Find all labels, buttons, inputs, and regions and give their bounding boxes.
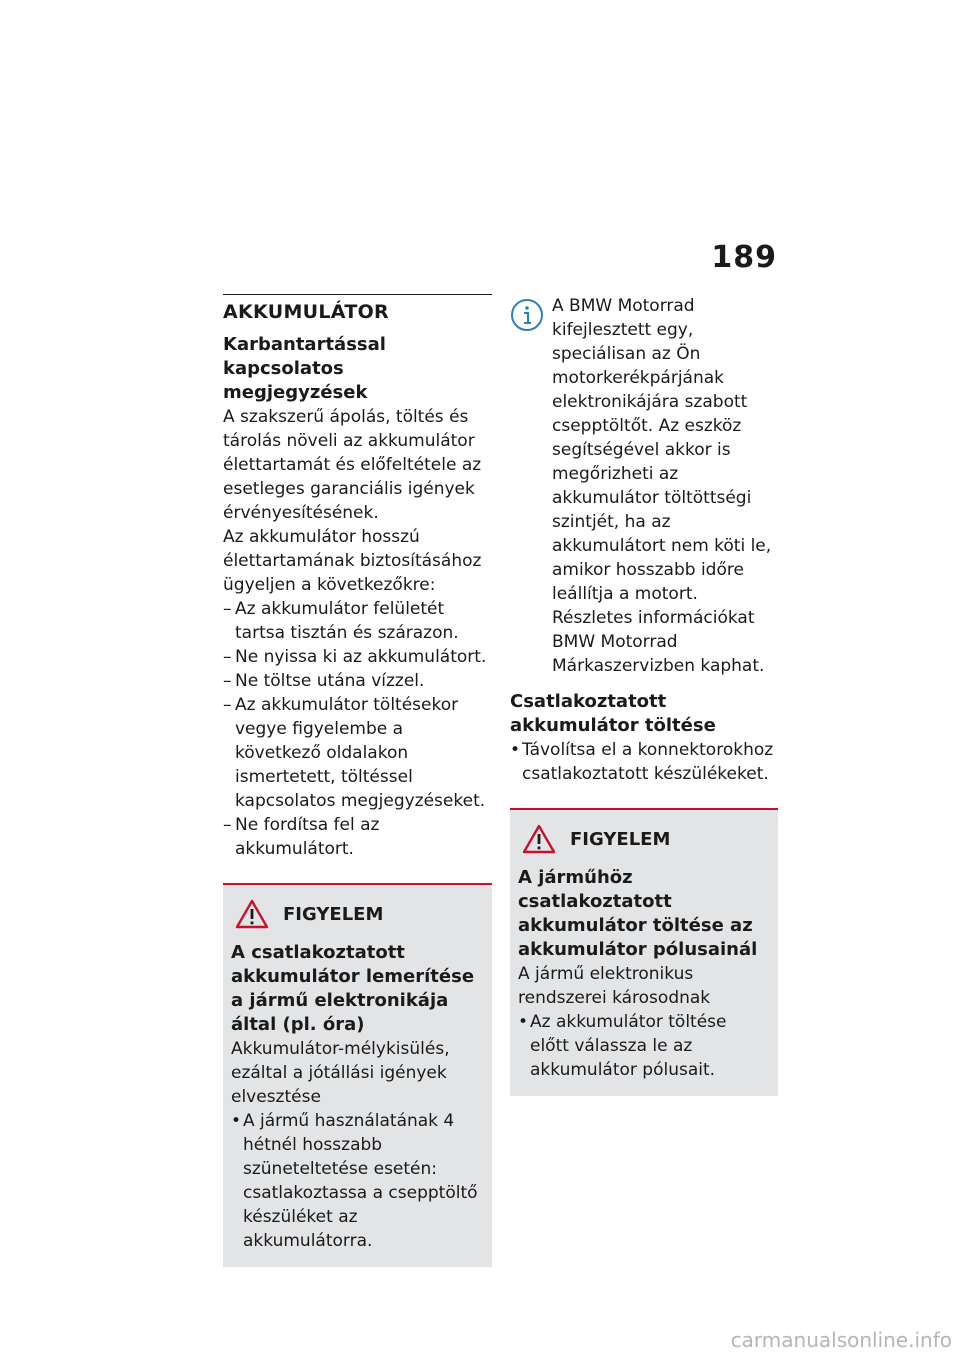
maintenance-subheading: Karbantartással kapcsolatos megjegyzések bbox=[223, 334, 386, 403]
warning-text: A jármű elektronikus rendszerei károsodnak bbox=[518, 964, 711, 1008]
list-item: – Az akkumulátor felületét tartsa tisztán és szárazon. bbox=[223, 597, 492, 645]
warning-header bbox=[231, 899, 484, 929]
care-list bbox=[223, 597, 492, 861]
info-text: A BMW Motorrad kifejlesztett egy, speciálisan az Ön motorkerékpárjának elektronikájára szabott csepptöltőt. Az eszköz segítségével akkor is megőrizheti az akkumulátor töltöttségi szintjét, ha az akkumulátort nem köti le, amikor hosszabb időre leállítja a motort. Részletes információkat BMW Motorrad Márkaszervizben kaphat. bbox=[552, 296, 772, 676]
warning-header bbox=[518, 824, 770, 854]
list-item: • Távolítsa el a konnektorokhoz csatlakoztatott készülékeket. bbox=[510, 738, 778, 786]
page-number: 189 bbox=[711, 240, 777, 275]
list-item: – Az akkumulátor töltésekor vegye figyelembe a következő oldalakon ismertetett, töltéssel kapcsolatos megjegyzéseket. bbox=[223, 693, 492, 813]
maintenance-paragraph: A szakszerű ápolás, töltés és tárolás növeli az akkumulátor élettartamát és előfeltétele az esetleges garanciális igények érvényesítésének. bbox=[223, 407, 482, 523]
list-item: – Ne nyissa ki az akkumulátort. bbox=[223, 645, 492, 669]
section-title: AKKUMULÁTOR bbox=[223, 301, 389, 323]
warning-triangle-icon bbox=[522, 824, 556, 854]
section-divider bbox=[223, 294, 492, 295]
watermark: carmanualsonline.info bbox=[730, 1328, 952, 1352]
warning-title: FIGYELEM bbox=[283, 903, 384, 925]
warning-heading: A csatlakoztatott akkumulátor lemerítése a jármű elektronikája által (pl. óra) bbox=[231, 942, 475, 1035]
charging-bullets bbox=[510, 738, 778, 786]
warning-box bbox=[223, 883, 492, 1267]
lifetime-paragraph: Az akkumulátor hosszú élettartamának biztosításához ügyeljen a következőkre: bbox=[223, 527, 482, 595]
warning-heading: A járműhöz csatlakoztatott akkumulátor töltése az akkumulátor pólusainál bbox=[518, 867, 758, 960]
warning-triangle-icon bbox=[235, 899, 269, 929]
warning-bullets bbox=[231, 1109, 484, 1253]
warning-box bbox=[510, 808, 778, 1096]
list-item: • A jármű használatának 4 hétnél hosszabb szüneteltetése esetén: csatlakoztassa a csepptöltő készüléket az akkumulátorra. bbox=[231, 1109, 484, 1253]
warning-title: FIGYELEM bbox=[570, 828, 671, 850]
list-item: – Ne fordítsa fel az akkumulátort. bbox=[223, 813, 492, 861]
left-column bbox=[223, 294, 492, 1267]
info-block bbox=[510, 294, 778, 678]
warning-bullets bbox=[518, 1010, 770, 1082]
warning-text: Akkumulátor-mélykisülés, ezáltal a jótállási igények elvesztése bbox=[231, 1039, 450, 1107]
list-item: • Az akkumulátor töltése előtt válassza le az akkumulátor pólusait. bbox=[518, 1010, 770, 1082]
info-icon bbox=[510, 298, 544, 332]
charging-subheading: Csatlakoztatott akkumulátor töltése bbox=[510, 691, 716, 736]
list-item: – Ne töltse utána vízzel. bbox=[223, 669, 492, 693]
right-column bbox=[510, 294, 778, 1096]
